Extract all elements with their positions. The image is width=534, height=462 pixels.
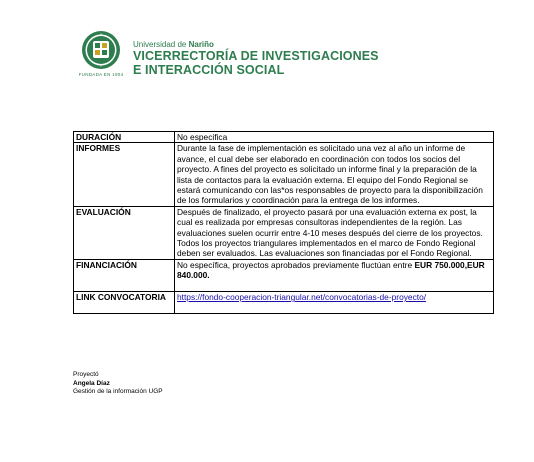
link-cell: [175, 292, 494, 314]
university-name: [133, 40, 379, 49]
table-row: [74, 206, 494, 259]
table-row: [74, 292, 494, 314]
financiacion-value: [175, 259, 494, 291]
informes-label: INFORMES: [74, 143, 175, 206]
duracion-value: No especifica: [175, 132, 494, 143]
university-prefix: Universidad de: [133, 40, 189, 49]
duracion-label: DURACIÓN: [74, 132, 175, 143]
letterhead-titles: [133, 30, 379, 77]
footer-name: Angela Díaz: [73, 379, 110, 387]
vicerrectoria-line1: VICERRECTORÍA DE INVESTIGACIONES: [133, 49, 379, 63]
footer: [73, 371, 163, 397]
university-logo: [75, 30, 127, 77]
table-row: [74, 259, 494, 291]
footer-prepared-by: Proyectó: [73, 371, 99, 378]
founded-text: FUNDADA EN 1904: [78, 72, 124, 77]
vicerrectoria-line2: E INTERACCIÓN SOCIAL: [133, 63, 285, 77]
financiacion-label: FINANCIACIÓN: [74, 259, 175, 291]
university-name-bold: Nariño: [188, 40, 214, 49]
evaluacion-value: Después de finalizado, el proyecto pasará por una evaluación externa ex post, la cual es realizada por empresas consultoras independientes de la región. Las evaluaciones suelen ocurrir entre 4-10 meses después del cierre de los proyectos. Todos los proyectos triangulares implementados en el marco de Fondo Regional deben ser evaluados. Las evaluaciones son financiadas por el Fondo Regional.: [175, 206, 494, 259]
university-seal-icon: [81, 30, 121, 70]
link-label: LINK CONVOCATORIA: [74, 292, 175, 314]
financiacion-text: No específica, proyectos aprobados previamente fluctúan entre: [177, 259, 415, 270]
project-info-table: [73, 131, 494, 314]
evaluacion-label: EVALUACIÓN: [74, 206, 175, 259]
informes-value: Durante la fase de implementación es solicitado una vez al año un informe de avance, el cual debe ser elaborado en coordinación con todos los socios del proyecto. A fines del proyecto es solicitado un informe final y la preparación de la lista de contactos para la evaluación externa. El equipo del Fondo Regional se estará comunicando con las*os responsables de proyecto para la disponibilización de los formularios y coordinación para la entrega de los informes.: [175, 143, 494, 206]
table-row: [74, 143, 494, 206]
footer-role: Gestión de la información UGP: [73, 388, 163, 396]
financiacion-amount: EUR 750.000,EUR 840.000.: [177, 259, 485, 281]
letterhead: [75, 30, 379, 77]
table-row: [74, 132, 494, 143]
convocatoria-link[interactable]: https://fondo-cooperacion-triangular.net/convocatorias-de-proyecto/: [177, 292, 427, 303]
